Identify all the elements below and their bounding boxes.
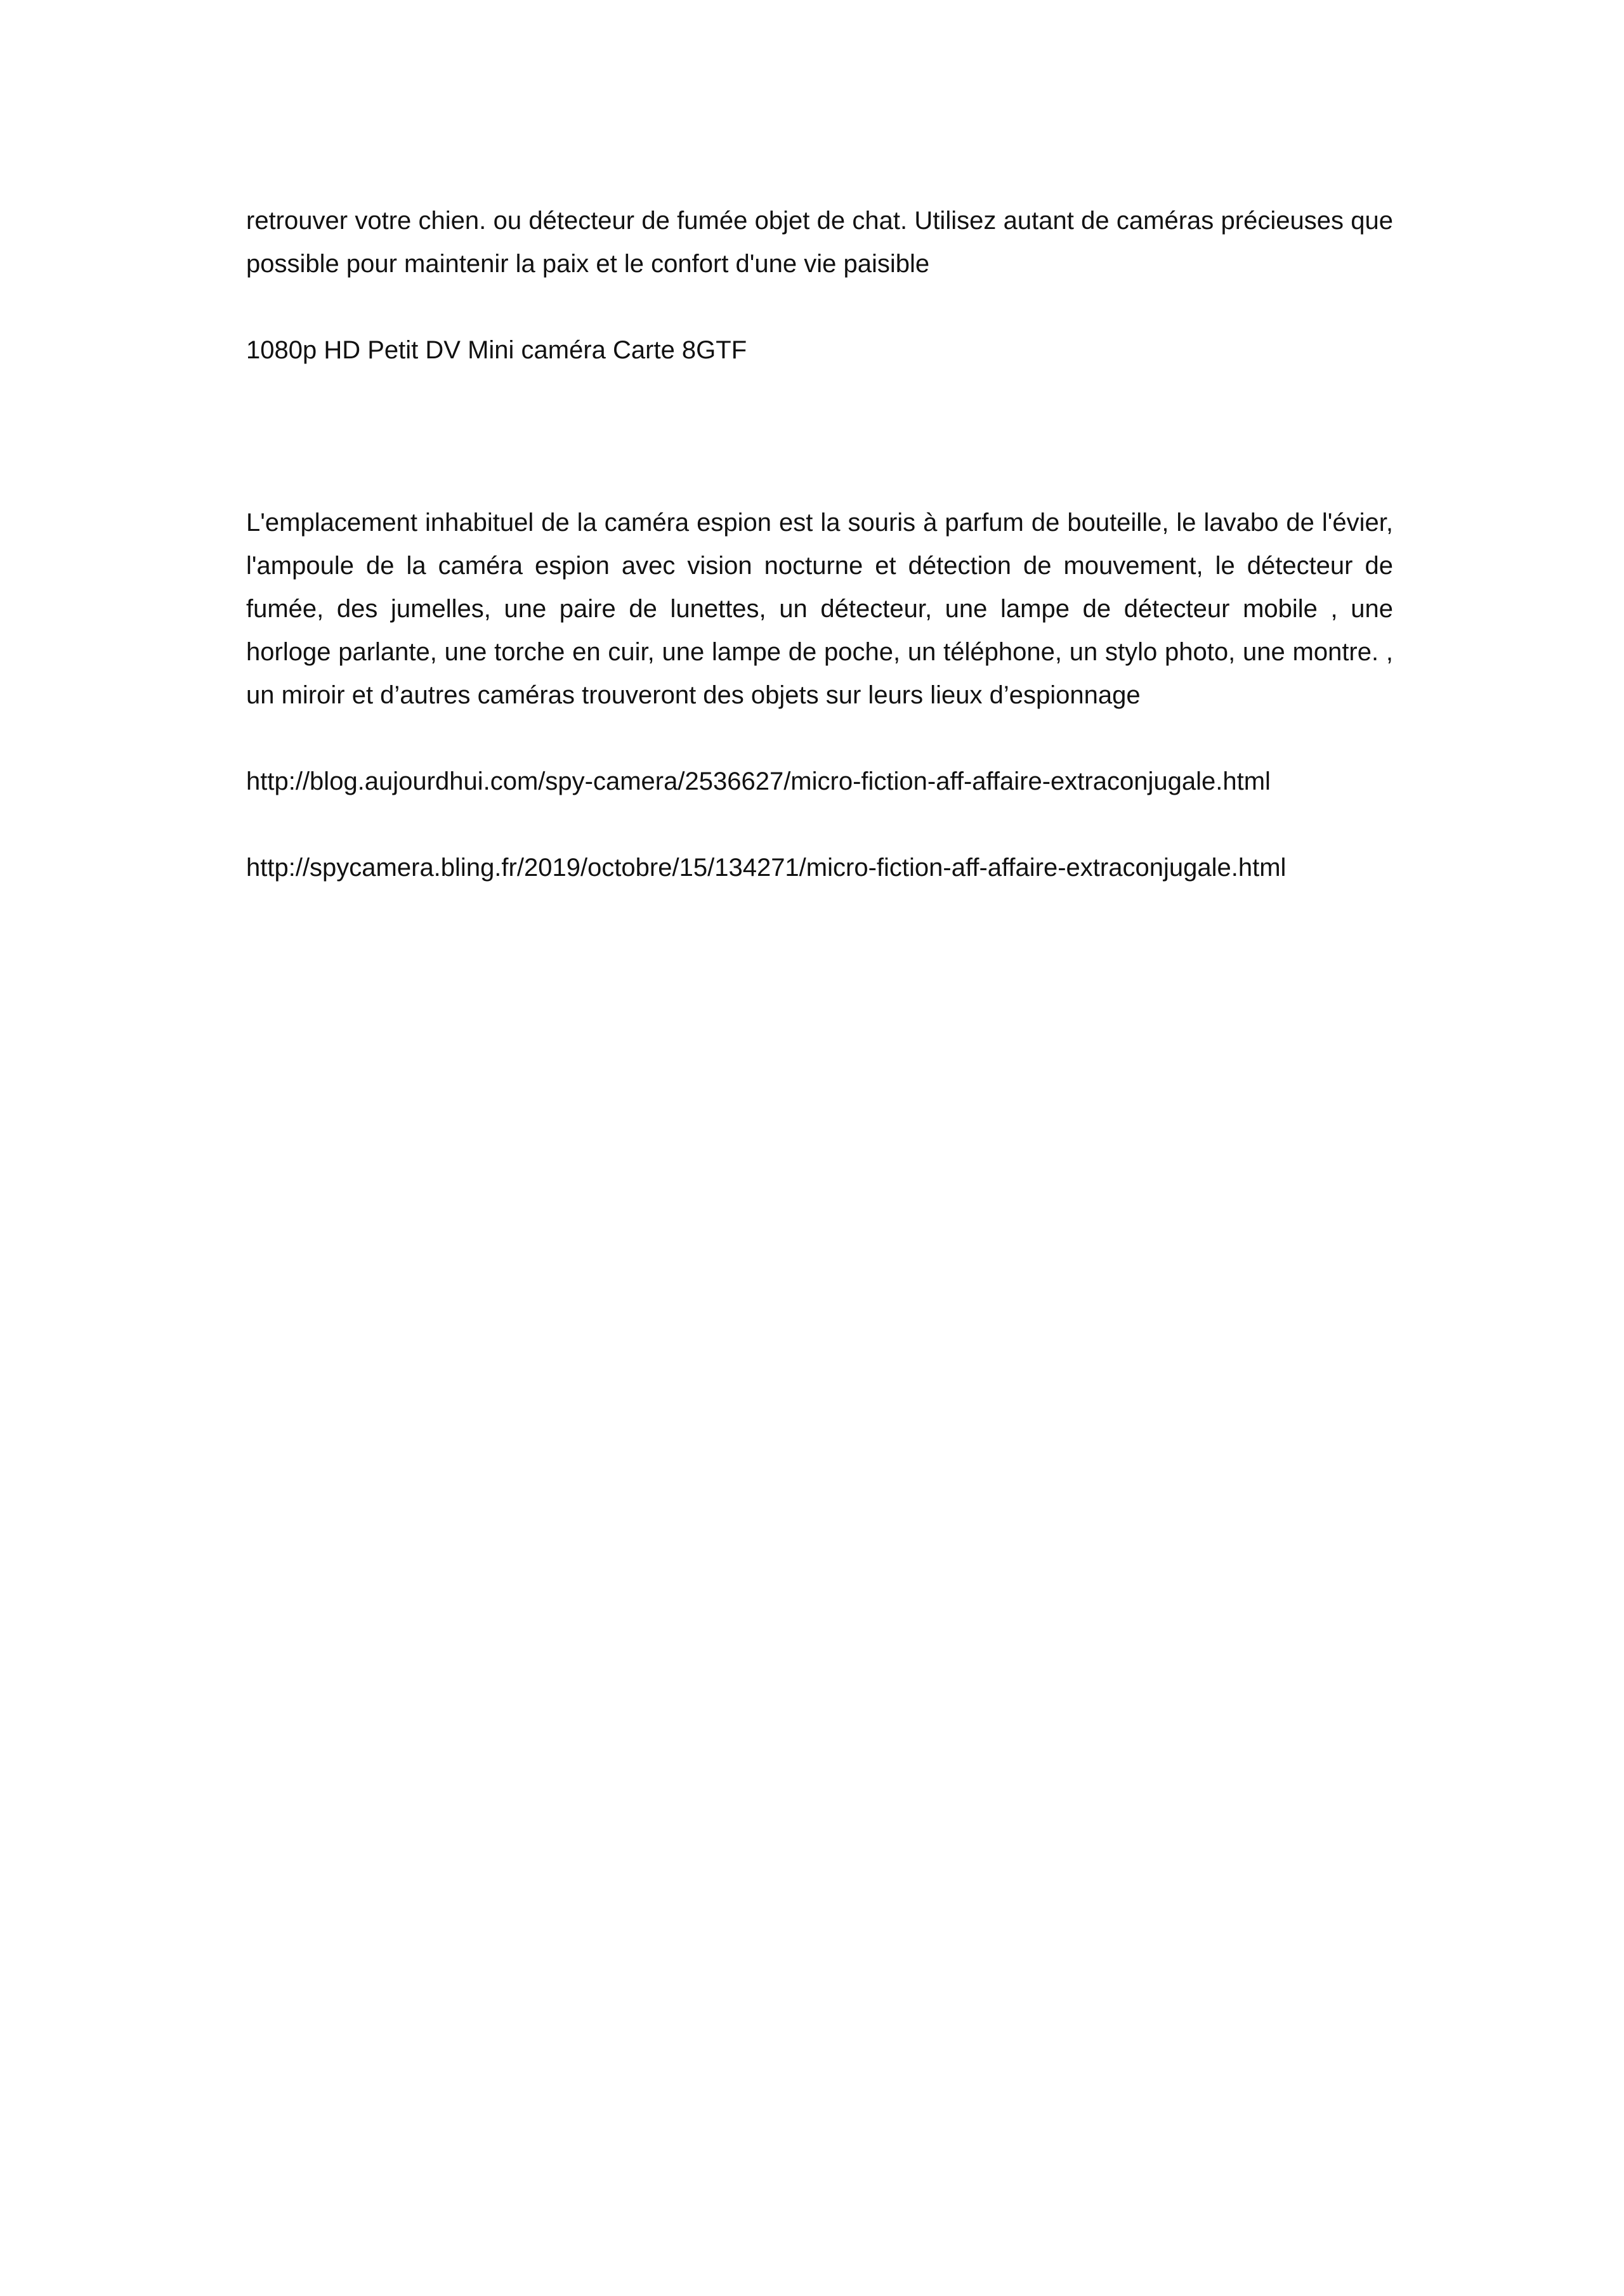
link-line <box>246 760 1393 803</box>
product-title: 1080p HD Petit DV Mini caméra Carte 8GTF <box>246 336 747 364</box>
spycamera-link[interactable]: http://spycamera.bling.fr/2019/octobre/15/134271/micro-fiction-aff-affaire-extraconjugale.html <box>246 854 1287 882</box>
blog-link[interactable]: http://blog.aujourdhui.com/spy-camera/2536627/micro-fiction-aff-affaire-extraconjugale.html <box>246 767 1271 795</box>
paragraph-spacer <box>246 803 1393 846</box>
placement-paragraph: L'emplacement inhabituel de la caméra espion est la souris à parfum de bouteille, le lavabo de l'évier, l'ampoule de la caméra espion avec vision nocturne et détection de mouvement, le détecteur de fumée, des jumelles, une paire de lunettes, un détecteur, une lampe de détecteur mobile , une horloge parlante, une torche en cuir, une lampe de poche, un téléphone, un stylo photo, une montre. , un miroir et d’autres caméras trouveront des objets sur leurs lieux d’espionnage <box>246 509 1393 709</box>
document-body <box>246 199 1393 889</box>
link-line <box>246 846 1393 889</box>
section-spacer <box>246 372 1393 501</box>
intro-paragraph: retrouver votre chien. ou détecteur de fumée objet de chat. Utilisez autant de caméras précieuses que possible pour maintenir la paix et le confort d'une vie paisible <box>246 207 1393 278</box>
paragraph-spacer <box>246 285 1393 329</box>
paragraph-spacer <box>246 717 1393 760</box>
